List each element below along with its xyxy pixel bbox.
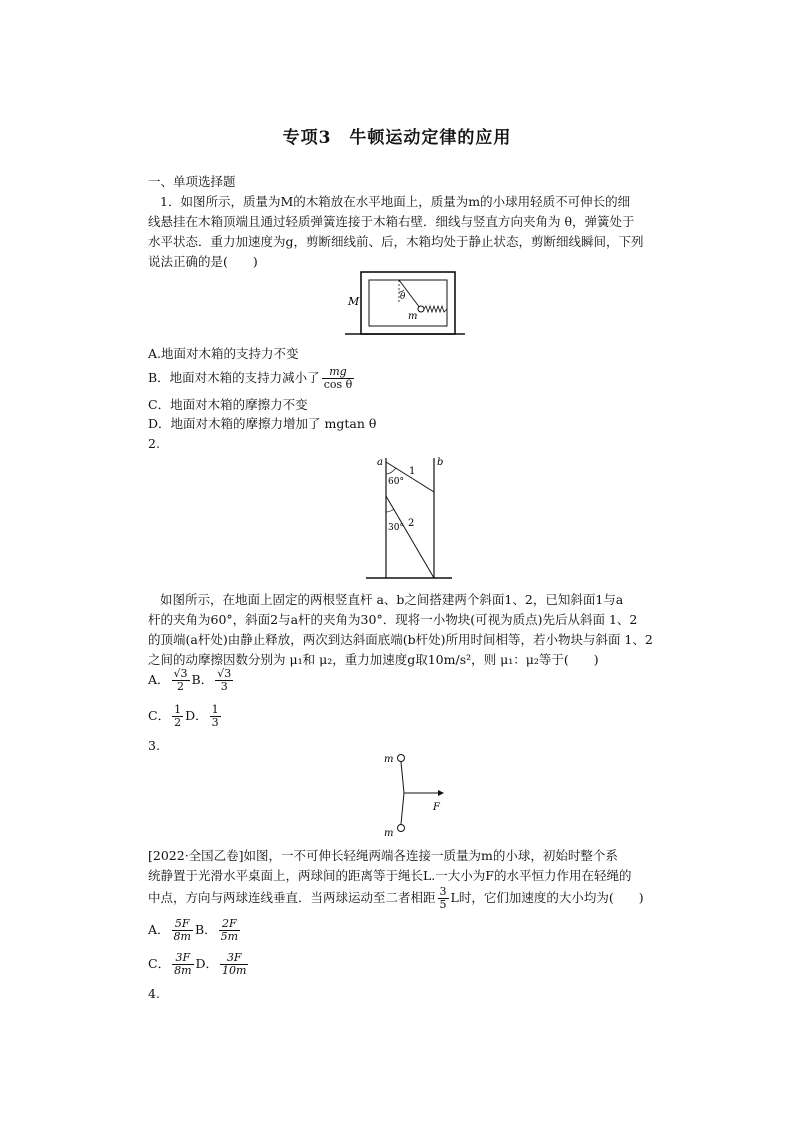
box-outer	[361, 272, 455, 334]
q3-option-c-label: C．	[148, 956, 171, 971]
q2-option-b-label: B．	[191, 672, 214, 687]
ball-top	[398, 755, 405, 762]
q2-options-ab	[148, 668, 235, 693]
frac-numerator: 2F	[219, 918, 240, 931]
q2-line-3: 的顶端(a杆处)由静止释放，两次到达斜面底端(b杆处)所用时间相等，若小物块与斜面 1、2	[148, 632, 653, 647]
label-60: 60°	[388, 477, 404, 487]
q3-options-cd	[148, 952, 250, 977]
frac-numerator: 3F	[172, 952, 193, 965]
frac-denominator: 3	[220, 680, 228, 693]
q2-option-a-label: A．	[148, 672, 170, 687]
arc-60	[386, 468, 396, 474]
q2-number: 2.	[148, 436, 160, 451]
label-a: a	[377, 457, 383, 468]
q3-number: 3.	[148, 738, 160, 753]
q2-line-4: 之间的动摩擦因数分别为 μ₁和 μ₂，重力加速度g取10m/s²，则 μ₁：μ₂等于( )	[148, 652, 599, 667]
page-title: 专项3 牛顿运动定律的应用	[282, 128, 512, 148]
label-F: F	[433, 802, 440, 813]
frac-numerator: √3	[173, 667, 188, 680]
q2-options-cd	[148, 704, 223, 729]
q3-option-b-frac	[219, 918, 240, 943]
label-30: 30°	[388, 523, 404, 533]
q3-line-3-tail: L时，它们加速度的大小均为( )	[450, 890, 644, 905]
q1-line-2: 线悬挂在木箱顶端且通过轻质弹簧连接于木箱右壁．细线与竖直方向夹角为 θ，弹簧处于	[148, 214, 635, 229]
q2-option-c-label: C．	[148, 708, 171, 723]
q3-line-3-frac	[438, 886, 449, 911]
rope-upper	[401, 762, 404, 793]
q3-option-a-frac	[172, 918, 193, 943]
q3-option-c-frac	[172, 952, 193, 977]
label-m-top: m	[384, 754, 394, 765]
incline-2	[386, 496, 434, 578]
q1-line-1: 1．如图所示，质量为M的木箱放在水平地面上，质量为m的小球用轻质不可伸长的细	[160, 194, 631, 209]
q3-options-ab	[148, 918, 242, 943]
frac-numerator: 1	[174, 703, 182, 716]
section-header: 一、单项选择题	[148, 174, 236, 189]
frac-denominator: 5m	[220, 930, 239, 943]
label-b: b	[437, 457, 444, 468]
q2-line-2: 杆的夹角为60°，斜面2与a杆的夹角为30°．现将一小物块(可视为质点)先后从斜面 1、2	[148, 612, 638, 627]
q3-option-a-label: A．	[148, 922, 170, 937]
label-m-bottom: m	[384, 828, 394, 839]
ball	[418, 306, 424, 312]
frac-numerator: mg	[322, 366, 355, 379]
frac-denominator: 8m	[174, 964, 192, 977]
q1-line-4: 说法正确的是( )	[148, 254, 258, 269]
q3-option-d-label: D．	[195, 956, 219, 971]
q3-line-3	[148, 886, 644, 911]
q2-option-c-frac	[172, 704, 183, 729]
arc-30	[386, 509, 394, 512]
q3-option-d-frac	[220, 952, 248, 977]
q1-option-a: A.地面对木箱的支持力不变	[148, 346, 299, 361]
M-label: M	[348, 295, 360, 308]
q1-option-d: D．地面对木箱的摩擦力增加了 mgtan θ	[148, 416, 377, 431]
q1-option-b	[148, 366, 356, 391]
force-arrowhead	[438, 790, 444, 796]
q1-line-3: 水平状态．重力加速度为g，剪断细线前、后，木箱均处于静止状态，剪断细线瞬间，下列	[148, 234, 644, 249]
m-label: m	[408, 311, 418, 322]
frac-numerator: 1	[211, 703, 219, 716]
frac-denominator: 2	[177, 680, 185, 693]
label-incline-2: 2	[408, 518, 415, 529]
frac-denominator: 5	[439, 898, 447, 911]
q4-number: 4.	[148, 986, 160, 1001]
q3-line-1: [2022·全国乙卷]如图，一不可伸长轻绳两端各连接一质量为m的小球，初始时整个系	[148, 848, 618, 863]
q3-line-3-text: 中点，方向与两球连线垂直．当两球运动至二者相距	[148, 890, 436, 905]
q3-option-b-label: B．	[194, 922, 217, 937]
frac-denominator: 8m	[173, 930, 191, 943]
frac-numerator: √3	[217, 667, 232, 680]
q2-figure-rods	[360, 452, 460, 584]
frac-numerator: 3F	[220, 952, 248, 965]
q2-option-d-label: D．	[185, 708, 208, 723]
q2-option-d-frac	[210, 704, 221, 729]
frac-denominator: 2	[174, 716, 182, 729]
theta-label: θ	[400, 292, 406, 302]
q2-line-1: 如图所示，在地面上固定的两根竖直杆 a、b之间搭建两个斜面1、2，已知斜面1与a	[160, 592, 624, 607]
q3-figure-rope	[380, 748, 450, 840]
q1-figure-box	[340, 268, 470, 340]
frac-denominator: 10m	[222, 964, 247, 977]
q1-option-b-frac	[322, 366, 355, 391]
spring	[424, 306, 447, 312]
q1-option-b-text: B．地面对木箱的支持力减小了	[148, 370, 320, 385]
q1-option-c: C．地面对木箱的摩擦力不变	[148, 397, 308, 412]
frac-denominator: cos θ	[323, 378, 353, 391]
frac-denominator: 3	[211, 716, 219, 729]
q3-line-2: 统静置于光滑水平桌面上，两球间的距离等于绳长L.一大小为F的水平恒力作用在轻绳的	[148, 868, 632, 883]
rope-lower	[401, 793, 404, 824]
q2-option-b-frac	[215, 668, 233, 693]
q2-option-a-frac	[172, 668, 190, 693]
frac-numerator: 5F	[172, 918, 193, 931]
ball-bottom	[398, 825, 405, 832]
frac-numerator: 3	[439, 885, 447, 898]
label-incline-1: 1	[409, 466, 416, 477]
